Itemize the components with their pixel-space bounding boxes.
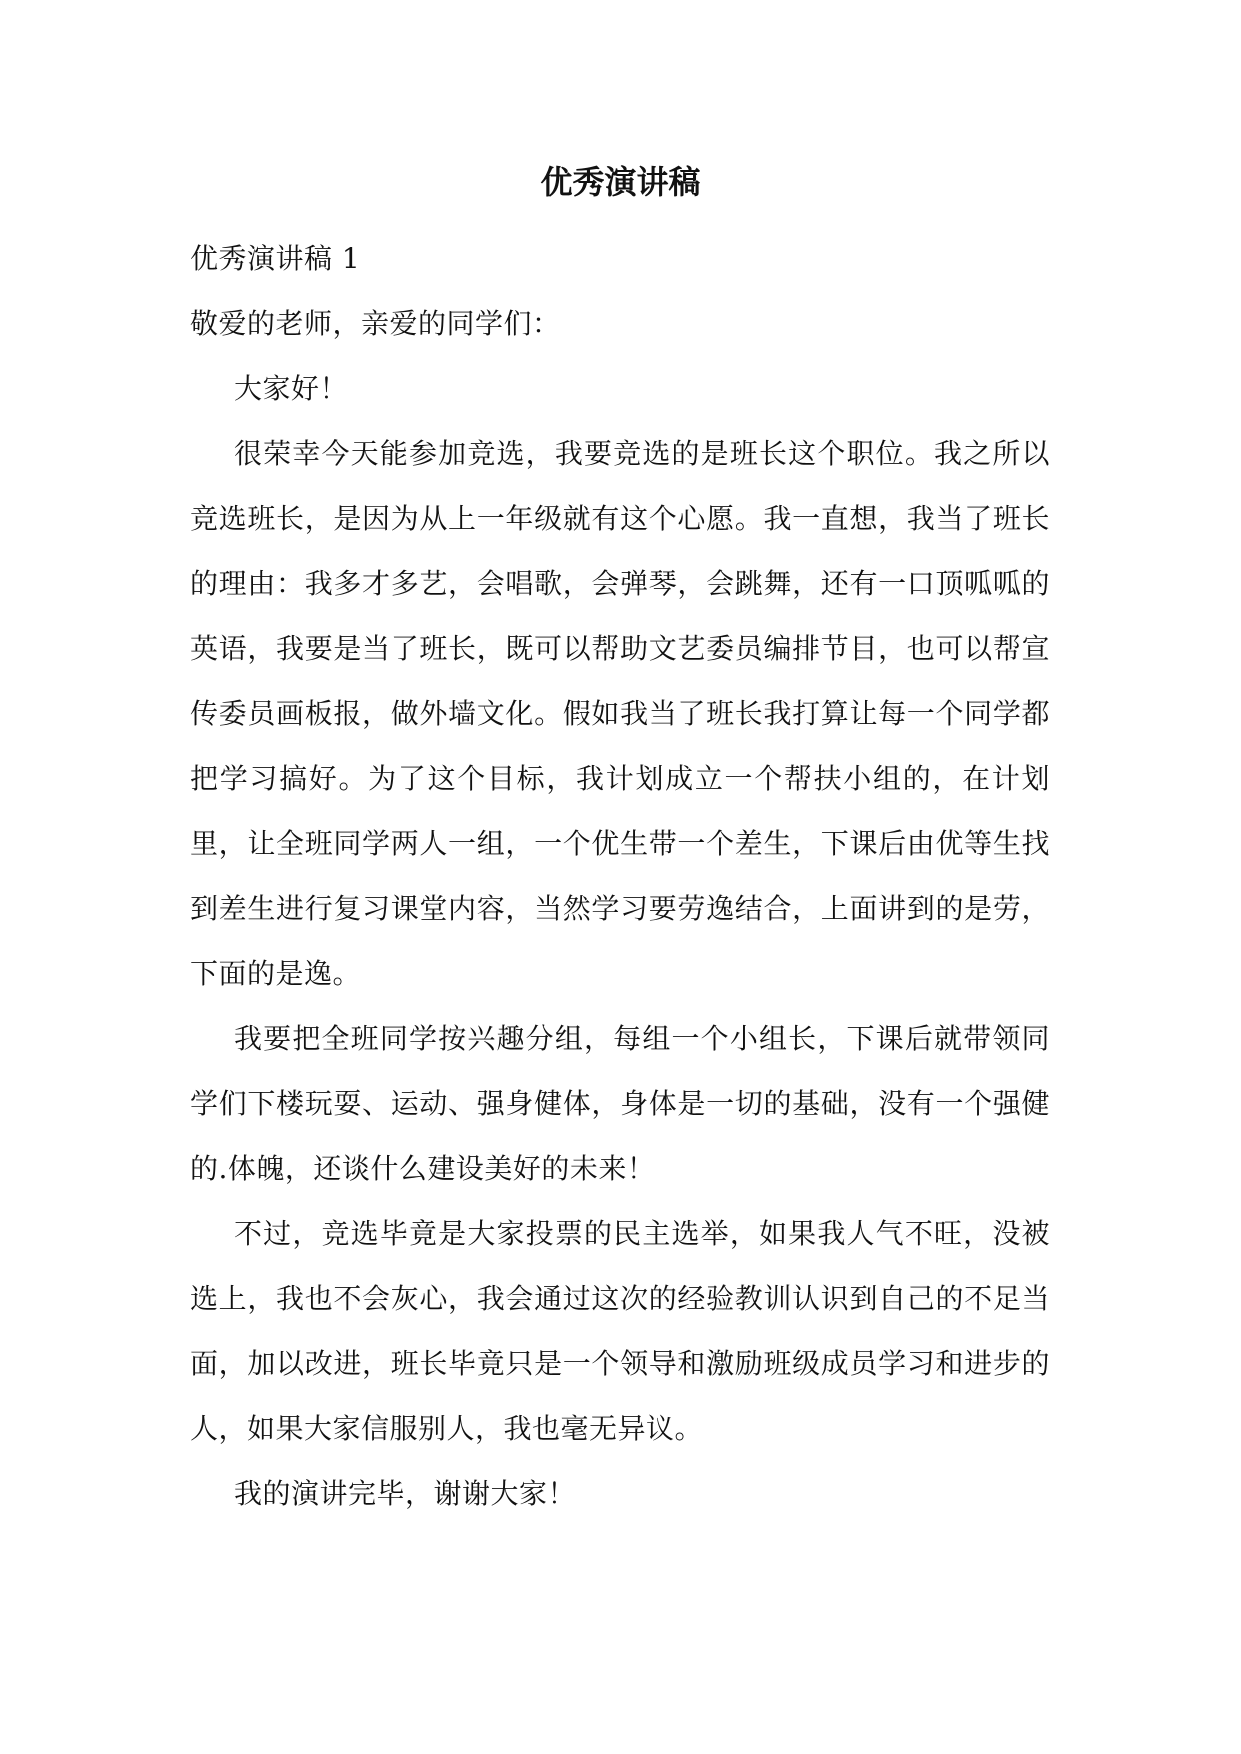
closing-paragraph: 我的演讲完毕，谢谢大家！ [234, 1477, 577, 1510]
body-paragraph: 我要把全班同学按兴趣分组，每组一个小组长，下课后就带领同学们下楼玩耍、运动、强身健体，身体是一切的基础，没有一个强健的.体魄，还谈什么建设美好的未来！ [190, 1022, 1050, 1185]
body-paragraph: 很荣幸今天能参加竞选，我要竞选的是班长这个职位。我之所以竞选班长，是因为从上一年级就有这个心愿。我一直想，我当了班长的理由：我多才多艺，会唱歌，会弹琴，会跳舞，还有一口顶呱呱的英语，我要是当了班长，既可以帮助文艺委员编排节目，也可以帮宣传委员画板报，做外墙文化。假如我当了班长我打算让每一个同学都把学习搞好。为了这个目标，我计划成立一个帮扶小组的，在计划里，让全班同学两人一组，一个优生带一个差生，下课后由优等生找到差生进行复习课堂内容，当然学习要劳逸结合，上面讲到的是劳，下面的是逸。 [190, 437, 1050, 990]
document-body [190, 226, 1050, 1526]
greeting-paragraph: 大家好！ [234, 372, 349, 405]
salutation: 敬爱的老师，亲爱的同学们： [190, 307, 561, 340]
document-title: 优秀演讲稿 [540, 163, 701, 201]
speech-subtitle: 优秀演讲稿 1 [190, 242, 361, 275]
body-paragraph: 不过，竞选毕竟是大家投票的民主选举，如果我人气不旺，没被选上，我也不会灰心，我会通过这次的经验教训认识到自己的不足当面，加以改进，班长毕竟只是一个领导和激励班级成员学习和进步的人，如果大家信服别人，我也毫无异议。 [190, 1217, 1050, 1445]
